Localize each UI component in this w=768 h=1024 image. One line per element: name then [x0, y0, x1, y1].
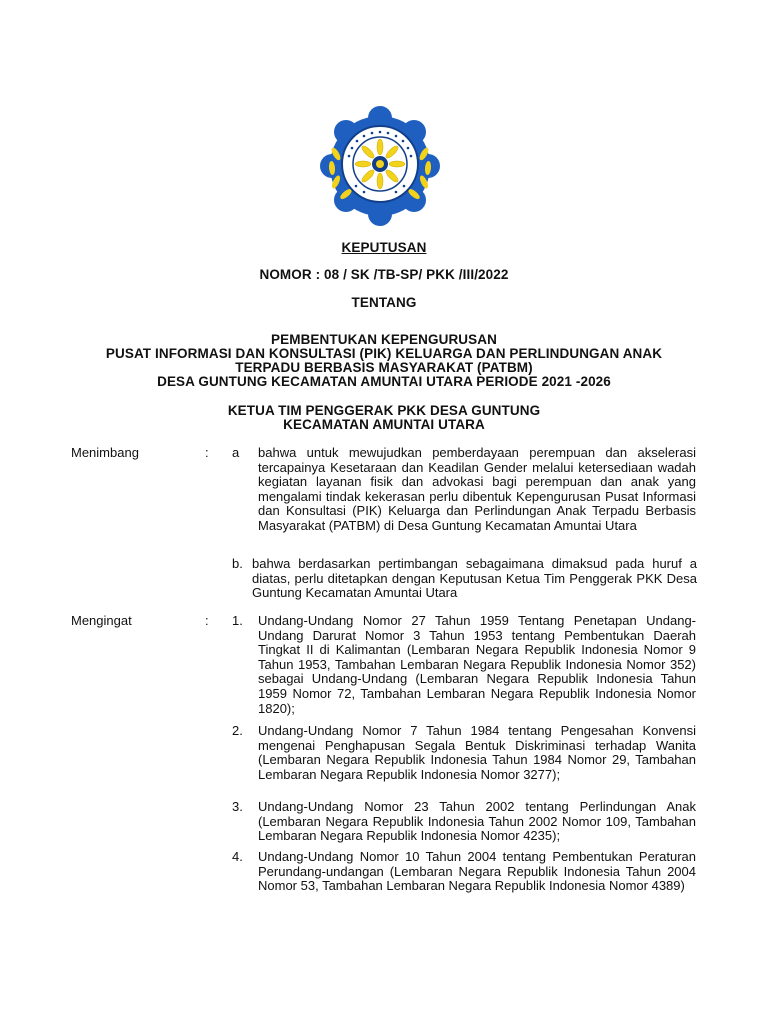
document-title: KEPUTUSAN	[341, 240, 427, 255]
menimbang-label: Menimbang	[71, 445, 139, 460]
subject-line-4: DESA GUNTUNG KECAMATAN AMUNTAI UTARA PERIODE 2021 -2026	[157, 374, 611, 389]
mengingat-item-2-marker: 2.	[232, 723, 243, 738]
menimbang-colon: :	[205, 445, 209, 460]
issuer-line-2: KECAMATAN AMUNTAI UTARA	[283, 417, 485, 432]
menimbang-item-a-text: bahwa untuk mewujudkan pemberdayaan perempuan dan akselerasi tercapainya Kesetaraan dan Keadilan Gender melalui ketersediaan wadah kegiatan layanan fisik dan advokasi bagi perempuan dan anak yang mengalami tindak kekerasan perlu dibentuk Kepengurusan Pusat Informasi dan Konsultasi (PIK) Keluarga dan Perlindungan Anak Terpadu Berbasis Masyarakat (PATBM) di Desa Guntung Kecamatan Amuntai Utara	[258, 445, 696, 533]
mengingat-label: Mengingat	[71, 613, 132, 628]
issuer-line-1: KETUA TIM PENGGERAK PKK DESA GUNTUNG	[227, 403, 541, 418]
menimbang-item-b-marker: b.	[232, 556, 243, 571]
mengingat-item-1-marker: 1.	[232, 613, 243, 628]
mengingat-item-1-text: Undang-Undang Nomor 27 Tahun 1959 Tentang Penetapan Undang-Undang Darurat Nomor 3 Tahun 1953 tentang Pembentukan Daerah Tingkat II di Kalimantan (Lembaran Negara Republik Indonesia Nomor 9 Tahun 1953, Tambahan Lembaran Negara Republik Indonesia Nomor 352) sebagai Undang-Undang (Lembaran Negara Republik Indonesia Tahun 1959 Nomor 72, Tambahan Lembaran Negara Republik Indonesia Nomor 1820);	[258, 613, 696, 716]
pkk-emblem-logo	[312, 106, 448, 226]
mengingat-item-2-text: Undang-Undang Nomor 7 Tahun 1984 tentang Pengesahan Konvensi mengenai Penghapusan Segala Bentuk Diskriminasi terhadap Wanita (Lembaran Negara Republik Indonesia Tahun 1984 Nomor 29, Tambahan Lembaran Negara Republik Indonesia Nomor 3277);	[258, 723, 696, 782]
mengingat-item-3-marker: 3.	[232, 799, 243, 814]
document-number: NOMOR : 08 / SK /TB-SP/ PKK /III/2022	[259, 267, 509, 282]
subject-line-2: PUSAT INFORMASI DAN KONSULTASI (PIK) KELUARGA DAN PERLINDUNGAN ANAK	[105, 346, 663, 361]
mengingat-item-4-marker: 4.	[232, 849, 243, 864]
menimbang-item-a-marker: a	[232, 445, 240, 460]
menimbang-item-b-text: bahwa berdasarkan pertimbangan sebagaimana dimaksud pada huruf a diatas, perlu ditetapkan dengan Keputusan Ketua Tim Penggerak PKK Desa Guntung Kecamatan Amuntai Utara	[252, 556, 697, 601]
document-about: TENTANG	[351, 295, 417, 310]
mengingat-item-3-text: Undang-Undang Nomor 23 Tahun 2002 tentang Perlindungan Anak (Lembaran Negara Republik Indonesia Tahun 2002 Nomor 109, Tambahan Lembaran Negara Republik Indonesia Nomor 4235);	[258, 799, 696, 844]
subject-line-3: TERPADU BERBASIS MASYARAKAT (PATBM)	[235, 360, 533, 375]
mengingat-item-4-text: Undang-Undang Nomor 10 Tahun 2004 tentang Pembentukan Peraturan Perundang-undangan (Lembaran Negara Republik Indonesia Tahun 2004 Nomor 53, Tambahan Lembaran Negara Republik Indonesia Nomor 4389)	[258, 849, 696, 894]
subject-line-1: PEMBENTUKAN KEPENGURUSAN	[271, 332, 497, 347]
mengingat-colon: :	[205, 613, 209, 628]
